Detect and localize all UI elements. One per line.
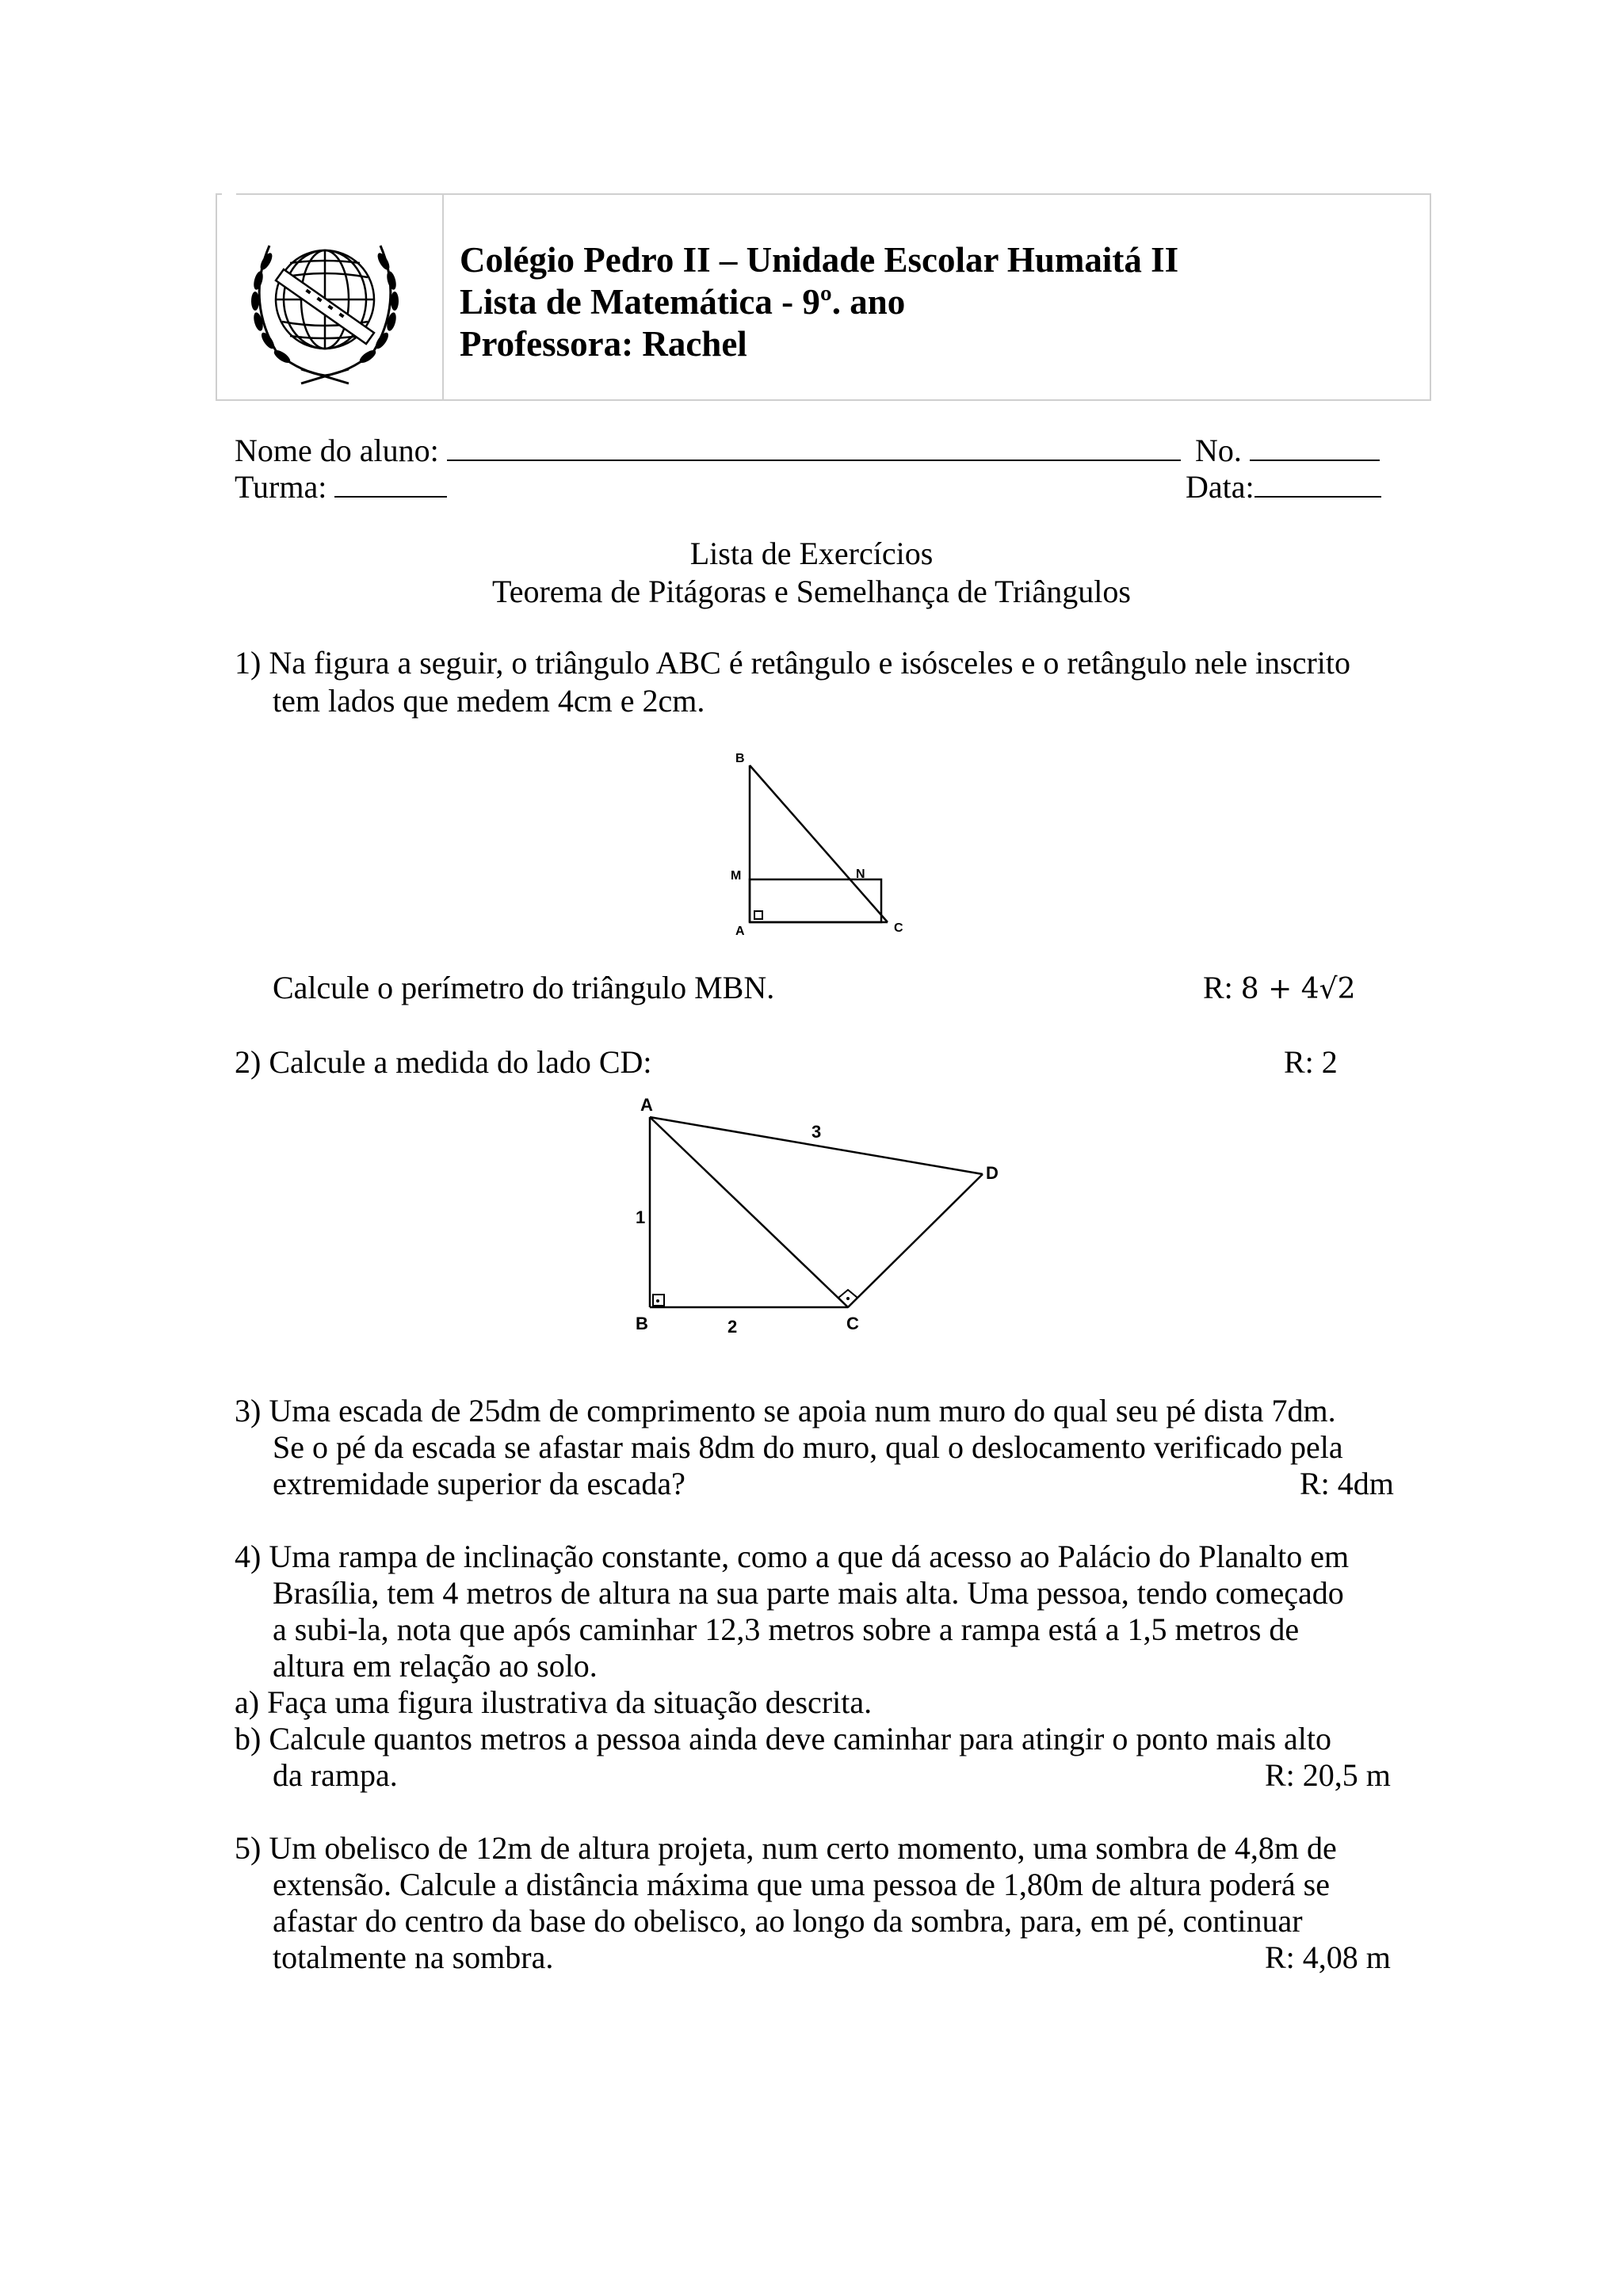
q1-label-m: M <box>731 869 742 883</box>
q4-item-a: a) Faça uma figura ilustrativa da situação descrita. <box>235 1684 873 1720</box>
q1-label-c: C <box>894 921 903 935</box>
q1-inscribed-rectangle <box>750 879 881 922</box>
list-subtitle: Teorema de Pitágoras e Semelhança de Triângulos <box>492 574 1131 609</box>
school-logo-icon <box>230 214 420 388</box>
q1-label-n: N <box>856 868 865 881</box>
q5-answer: R: 4,08 m <box>1265 1939 1391 1975</box>
q1-side-bc <box>750 765 888 922</box>
q3-line3: extremidade superior da escada? <box>273 1466 685 1501</box>
q2-label-b: B <box>636 1314 648 1333</box>
number-label: No. <box>1195 433 1242 468</box>
date-label: Data: <box>1186 469 1254 505</box>
q1-answer-value: 8 + 4√2 <box>1240 973 1356 1005</box>
name-label: Nome do aluno: <box>235 433 439 468</box>
q4-item-b-line1: b) Calcule quantos metros a pessoa ainda deve caminhar para atingir o ponto mais alto <box>235 1721 1332 1756</box>
q4-line4: altura em relação ao solo. <box>273 1648 598 1684</box>
q4-line3: a subi-la, nota que após caminhar 12,3 metros sobre a rampa está a 1,5 metros de <box>273 1611 1300 1647</box>
q2-label-d: D <box>986 1163 999 1183</box>
q4-line1: 4) Uma rampa de inclinação constante, como a que dá acesso ao Palácio do Planalto em <box>235 1539 1350 1574</box>
q2-text: 2) Calcule a medida do lado CD: <box>235 1044 652 1080</box>
q5-line1: 5) Um obelisco de 12m de altura projeta, num certo momento, uma sombra de 4,8m de <box>235 1830 1337 1866</box>
q1-answer-label: R: <box>1203 970 1233 1005</box>
q1-line2: tem lados que medem 4cm e 2cm. <box>273 683 705 719</box>
name-field <box>235 433 1181 469</box>
q2-side-cd <box>848 1174 983 1307</box>
q4-line2: Brasília, tem 4 metros de altura na sua parte mais alta. Uma pessoa, tendo começado <box>273 1575 1344 1611</box>
subject-title: Lista de Matemática - 9º. ano <box>460 282 906 322</box>
date-field <box>1186 469 1381 505</box>
date-blank[interactable] <box>1254 469 1381 498</box>
q4-item-b-line2: da rampa. <box>273 1757 398 1793</box>
q1-line1: 1) Na figura a seguir, o triângulo ABC é retângulo e isósceles e o retângulo nele inscrito <box>235 645 1350 681</box>
name-blank[interactable] <box>447 433 1181 461</box>
q2-label-ad: 3 <box>812 1122 822 1142</box>
q1-label-b: B <box>735 752 745 765</box>
q1-label-a: A <box>735 925 745 938</box>
q5-line2: extensão. Calcule a distância máxima que uma pessoa de 1,80m de altura poderá se <box>273 1867 1330 1902</box>
class-blank[interactable] <box>334 469 447 498</box>
q2-label-a: A <box>640 1095 653 1115</box>
q3-line2: Se o pé da escada se afastar mais 8dm do muro, qual o deslocamento verificado pela <box>273 1429 1343 1465</box>
class-label: Turma: <box>235 469 327 505</box>
school-name: Colégio Pedro II – Unidade Escolar Humaitá II <box>460 240 1179 280</box>
number-blank[interactable] <box>1250 433 1380 461</box>
number-field <box>1195 433 1380 469</box>
q2-label-bc: 2 <box>727 1317 738 1337</box>
teacher-name: Professora: Rachel <box>460 324 747 364</box>
q2-answer: R: 2 <box>1284 1044 1338 1080</box>
q3-answer: R: 4dm <box>1300 1466 1394 1501</box>
q5-line3: afastar do centro da base do obelisco, ao longo da sombra, para, em pé, continuar <box>273 1903 1303 1939</box>
q1-prompt: Calcule o perímetro do triângulo MBN. <box>273 970 775 1005</box>
header-divider <box>442 195 444 399</box>
q1-answer <box>1203 970 1356 1008</box>
q2-label-c: C <box>846 1314 859 1333</box>
class-field <box>235 469 447 505</box>
q5-line4: totalmente na sombra. <box>273 1939 554 1975</box>
list-title: Lista de Exercícios <box>689 536 934 571</box>
q1-right-angle-mark <box>754 911 762 919</box>
q4-answer: R: 20,5 m <box>1265 1757 1391 1793</box>
q3-line1: 3) Uma escada de 25dm de comprimento se apoia num muro do qual seu pé dista 7dm. <box>235 1393 1336 1428</box>
q2-quadrilateral-figure <box>626 1093 1014 1339</box>
q2-label-ab: 1 <box>636 1207 646 1227</box>
q1-triangle-figure <box>721 745 927 951</box>
